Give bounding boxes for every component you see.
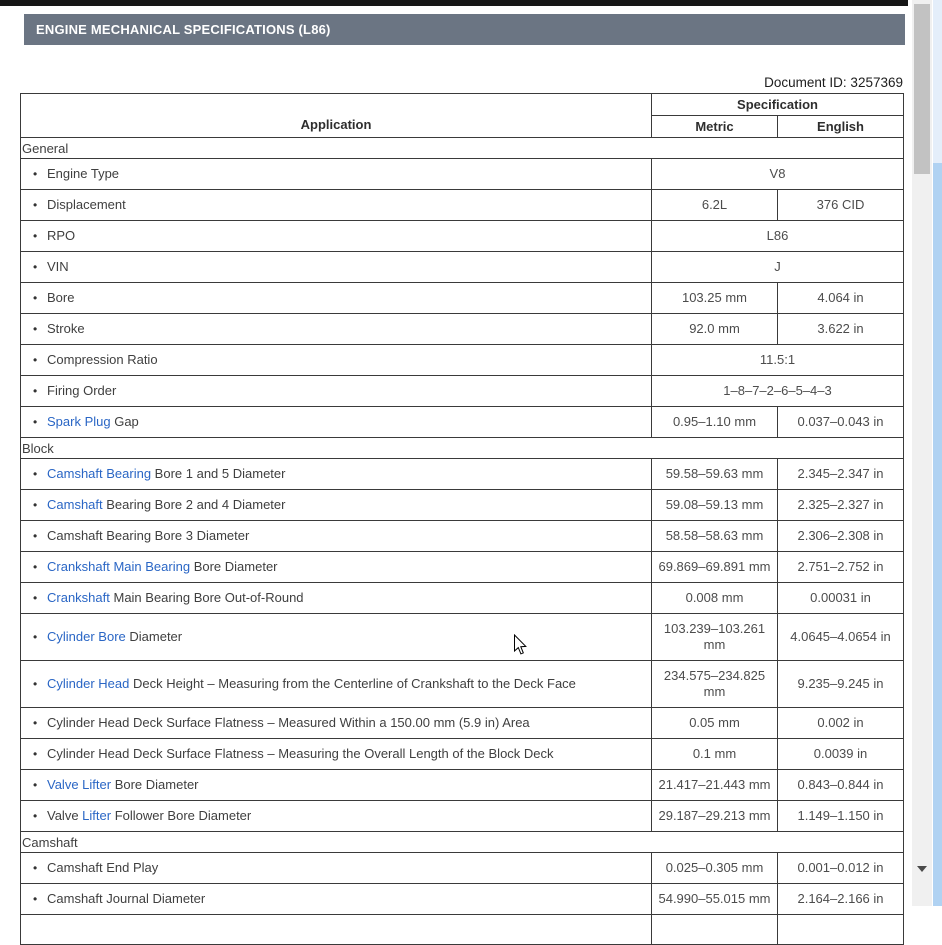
english-value-cell: 0.00031 in — [778, 583, 904, 614]
metric-value-cell: 0.008 mm — [652, 583, 778, 614]
application-cell — [21, 345, 652, 376]
application-cell — [21, 221, 652, 252]
bullet-icon: • — [33, 630, 38, 644]
metric-value-cell: 103.25 mm — [652, 283, 778, 314]
application-cell — [21, 376, 652, 407]
bullet-icon: • — [33, 167, 38, 181]
bullet-icon: • — [33, 198, 38, 212]
bullet-icon: • — [33, 498, 38, 512]
application-cell — [21, 708, 652, 739]
bullet-icon: • — [33, 716, 38, 730]
table-row — [21, 739, 904, 770]
english-value-cell: 4.0645–4.0654 in — [778, 614, 904, 661]
metric-value-cell: 103.239–103.261 mm — [652, 614, 778, 661]
application-cell — [21, 884, 652, 915]
application-cell — [21, 915, 652, 945]
bullet-icon: • — [33, 591, 38, 605]
application-label: Firing Order — [47, 383, 117, 398]
metric-value-cell: 59.08–59.13 mm — [652, 490, 778, 521]
metric-value-cell: 69.869–69.891 mm — [652, 552, 778, 583]
application-label: Main Bearing Bore Out-of-Round — [109, 590, 304, 605]
english-value-cell: 3.622 in — [778, 314, 904, 345]
application-cell — [21, 283, 652, 314]
english-value-cell: 0.0039 in — [778, 739, 904, 770]
english-value-cell: 9.235–9.245 in — [778, 661, 904, 708]
table-row — [21, 853, 904, 884]
application-label: Camshaft End Play — [47, 860, 159, 875]
metric-value-cell — [652, 915, 778, 945]
table-row — [21, 190, 904, 221]
application-cell — [21, 583, 652, 614]
application-label: Diameter — [125, 629, 183, 644]
application-cell — [21, 459, 652, 490]
application-cell — [21, 770, 652, 801]
bullet-icon: • — [33, 415, 38, 429]
application-cell — [21, 159, 652, 190]
application-label: Engine Type — [47, 166, 120, 181]
metric-value-cell: 0.95–1.10 mm — [652, 407, 778, 438]
scrollbar-thumb[interactable] — [914, 4, 930, 174]
section-header: General — [21, 138, 904, 159]
metric-value-cell: 59.58–59.63 mm — [652, 459, 778, 490]
metric-value-cell: 0.05 mm — [652, 708, 778, 739]
english-value-cell: 0.001–0.012 in — [778, 853, 904, 884]
spec-value-cell: 11.5:1 — [652, 345, 904, 376]
bullet-icon: • — [33, 260, 38, 274]
bullet-icon: • — [33, 529, 38, 543]
section-header: Camshaft — [21, 832, 904, 853]
table-row — [21, 314, 904, 345]
application-cell — [21, 407, 652, 438]
english-value-cell: 0.002 in — [778, 708, 904, 739]
table-row — [21, 252, 904, 283]
bullet-icon: • — [33, 229, 38, 243]
application-cell — [21, 314, 652, 345]
application-label: Bore — [47, 290, 75, 305]
bullet-icon: • — [33, 467, 38, 481]
table-row-partial — [21, 915, 904, 945]
section-row — [21, 832, 904, 853]
metric-value-cell: 29.187–29.213 mm — [652, 801, 778, 832]
spec-value-cell: J — [652, 252, 904, 283]
application-cell — [21, 739, 652, 770]
application-label: Follower Bore Diameter — [111, 808, 252, 823]
application-cell — [21, 614, 652, 661]
page-title: ENGINE MECHANICAL SPECIFICATIONS (L86) — [24, 14, 905, 45]
metric-value-cell: 92.0 mm — [652, 314, 778, 345]
spec-value-cell: L86 — [652, 221, 904, 252]
application-label: Stroke — [47, 321, 85, 336]
application-cell — [21, 490, 652, 521]
application-cell — [21, 252, 652, 283]
window-top-strip — [0, 0, 908, 6]
table-row — [21, 708, 904, 739]
english-value-cell: 1.149–1.150 in — [778, 801, 904, 832]
spec-link[interactable]: Crankshaft Main Bearing — [47, 559, 191, 574]
application-label: VIN — [47, 259, 69, 274]
application-label: Cylinder Head Deck Surface Flatness – Measured Within a 150.00 mm (5.9 in) Area — [47, 715, 530, 730]
application-label: RPO — [47, 228, 76, 243]
section-row — [21, 438, 904, 459]
table-row — [21, 283, 904, 314]
spec-link[interactable]: Valve Lifter — [47, 777, 112, 792]
table-row — [21, 221, 904, 252]
application-label: Bore 1 and 5 Diameter — [151, 466, 286, 481]
table-row — [21, 376, 904, 407]
application-cell — [21, 661, 652, 708]
column-header-application: Application — [21, 94, 652, 138]
table-row — [21, 770, 904, 801]
english-value-cell: 0.037–0.043 in — [778, 407, 904, 438]
application-label: Bearing Bore 2 and 4 Diameter — [102, 497, 286, 512]
column-header-specification: Specification — [652, 94, 904, 116]
application-label: Camshaft Journal Diameter — [47, 891, 206, 906]
application-cell — [21, 552, 652, 583]
column-header-english: English — [778, 116, 904, 138]
metric-value-cell: 234.575–234.825 mm — [652, 661, 778, 708]
metric-value-cell: 6.2L — [652, 190, 778, 221]
table-row — [21, 583, 904, 614]
application-label: Valve — [47, 808, 83, 823]
application-cell — [21, 853, 652, 884]
outer-scrollbar[interactable] — [933, 0, 942, 906]
metric-value-cell: 0.1 mm — [652, 739, 778, 770]
application-label: Bore Diameter — [190, 559, 278, 574]
english-value-cell: 2.164–2.166 in — [778, 884, 904, 915]
spec-value-cell: V8 — [652, 159, 904, 190]
spec-link[interactable]: Camshaft Bearing — [47, 466, 152, 481]
english-value-cell: 2.325–2.327 in — [778, 490, 904, 521]
vertical-scrollbar[interactable] — [912, 0, 932, 906]
spec-link[interactable]: Cylinder Head — [47, 676, 130, 691]
bullet-icon: • — [33, 861, 38, 875]
table-row — [21, 614, 904, 661]
metric-value-cell: 0.025–0.305 mm — [652, 853, 778, 884]
application-cell — [21, 190, 652, 221]
application-label: Deck Height – Measuring from the Centerline of Crankshaft to the Deck Face — [129, 676, 576, 691]
bullet-icon: • — [33, 560, 38, 574]
section-header: Block — [21, 438, 904, 459]
section-row — [21, 138, 904, 159]
bullet-icon: • — [33, 353, 38, 367]
table-row — [21, 159, 904, 190]
english-value-cell — [778, 915, 904, 945]
application-cell — [21, 801, 652, 832]
bullet-icon: • — [33, 384, 38, 398]
bullet-icon: • — [33, 778, 38, 792]
application-label: Cylinder Head Deck Surface Flatness – Measuring the Overall Length of the Block Deck — [47, 746, 554, 761]
application-label: Camshaft Bearing Bore 3 Diameter — [47, 528, 250, 543]
bullet-icon: • — [33, 291, 38, 305]
column-header-metric: Metric — [652, 116, 778, 138]
table-row — [21, 407, 904, 438]
spec-table-body — [21, 138, 904, 945]
bullet-icon: • — [33, 892, 38, 906]
table-row — [21, 521, 904, 552]
spec-link[interactable]: Spark Plug — [47, 414, 111, 429]
english-value-cell: 4.064 in — [778, 283, 904, 314]
spec-link[interactable]: Lifter — [82, 808, 112, 823]
bullet-icon: • — [33, 677, 38, 691]
bullet-icon: • — [33, 322, 38, 336]
english-value-cell: 2.306–2.308 in — [778, 521, 904, 552]
spec-value-cell: 1–8–7–2–6–5–4–3 — [652, 376, 904, 407]
english-value-cell: 2.345–2.347 in — [778, 459, 904, 490]
table-row — [21, 884, 904, 915]
english-value-cell: 0.843–0.844 in — [778, 770, 904, 801]
metric-value-cell: 21.417–21.443 mm — [652, 770, 778, 801]
scroll-down-arrow-icon[interactable] — [917, 866, 927, 872]
spec-link[interactable]: Cylinder Bore — [47, 629, 126, 644]
english-value-cell: 2.751–2.752 in — [778, 552, 904, 583]
table-row — [21, 345, 904, 376]
application-label: Compression Ratio — [47, 352, 158, 367]
table-row — [21, 661, 904, 708]
spec-link[interactable]: Crankshaft — [47, 590, 110, 605]
table-row — [21, 552, 904, 583]
bullet-icon: • — [33, 747, 38, 761]
bullet-icon: • — [33, 809, 38, 823]
outer-scrollbar-segment[interactable] — [933, 0, 942, 163]
metric-value-cell: 58.58–58.63 mm — [652, 521, 778, 552]
application-label: Displacement — [47, 197, 126, 212]
table-row — [21, 459, 904, 490]
table-row — [21, 801, 904, 832]
application-cell — [21, 521, 652, 552]
application-label: Gap — [110, 414, 139, 429]
english-value-cell: 376 CID — [778, 190, 904, 221]
application-label: Bore Diameter — [111, 777, 199, 792]
document-id: Document ID: 3257369 — [764, 75, 903, 90]
table-row — [21, 490, 904, 521]
spec-table — [20, 93, 904, 945]
metric-value-cell: 54.990–55.015 mm — [652, 884, 778, 915]
spec-link[interactable]: Camshaft — [47, 497, 103, 512]
